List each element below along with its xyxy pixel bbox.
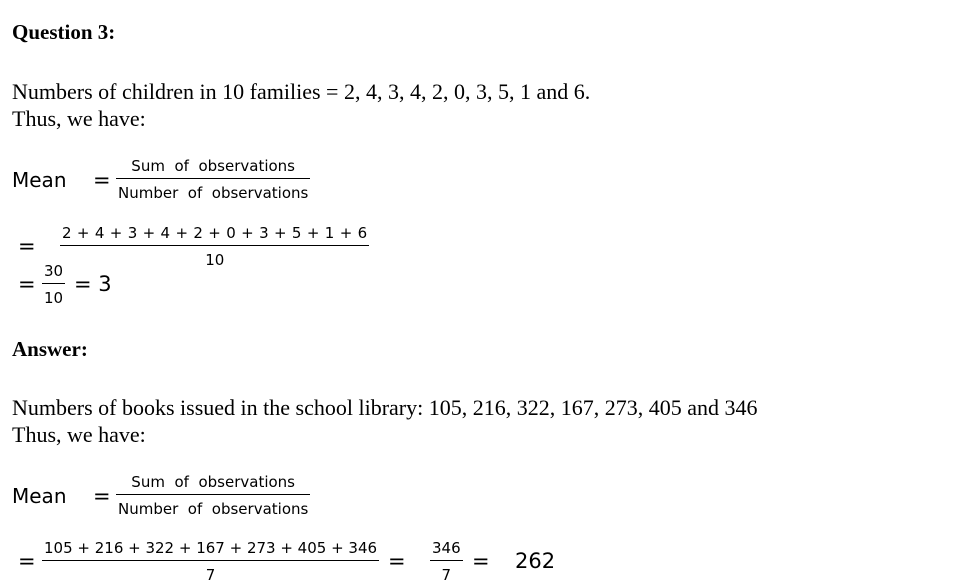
- equals-sign: =: [472, 549, 490, 573]
- equals-sign: =: [18, 234, 36, 258]
- fraction-denominator: Number of observations: [118, 500, 309, 518]
- mean-label: Mean: [12, 168, 67, 192]
- question-statement: Numbers of children in 10 families = 2, 4, 3, 4, 2, 0, 3, 5, 1 and 6.: [12, 79, 591, 104]
- fraction-numerator: 105 + 216 + 322 + 167 + 273 + 405 + 346: [44, 539, 378, 557]
- fraction-denominator: 7: [441, 566, 452, 584]
- fraction-denominator: 10: [205, 251, 225, 269]
- fraction-numerator: 346: [432, 539, 461, 557]
- fraction-denominator: Number of observations: [118, 184, 309, 202]
- answer-heading: Answer:: [12, 337, 88, 361]
- mean-formula-fraction: [116, 157, 310, 202]
- fraction-denominator: 10: [44, 289, 64, 307]
- mean-label: Mean: [12, 484, 67, 508]
- result-value: 262: [515, 549, 556, 573]
- question-heading: Question 3:: [12, 20, 116, 44]
- answer-statement: Numbers of books issued in the school library: 105, 216, 322, 167, 273, 405 and 346: [12, 395, 758, 420]
- question-thus-text: Thus, we have:: [12, 106, 146, 131]
- equals-sign: =: [18, 549, 36, 573]
- equals-sign: =: [388, 549, 406, 573]
- fraction-numerator: 30: [44, 262, 64, 280]
- equals-sign: =: [93, 168, 111, 192]
- equals-sign: =: [18, 272, 36, 296]
- equals-sign: =: [93, 484, 111, 508]
- fraction-numerator: 2 + 4 + 3 + 4 + 2 + 0 + 3 + 5 + 1 + 6: [62, 224, 368, 242]
- sum-fraction: [60, 224, 369, 269]
- fraction-numerator: Sum of observations: [131, 473, 295, 491]
- result-fraction: [430, 539, 463, 584]
- sum-fraction: [42, 539, 379, 584]
- mean-formula-fraction: [116, 473, 310, 518]
- fraction-denominator: 7: [205, 566, 216, 584]
- result-value: = 3: [74, 272, 112, 296]
- answer-thus-text: Thus, we have:: [12, 422, 146, 447]
- fraction-numerator: Sum of observations: [131, 157, 295, 175]
- result-fraction: [42, 262, 65, 307]
